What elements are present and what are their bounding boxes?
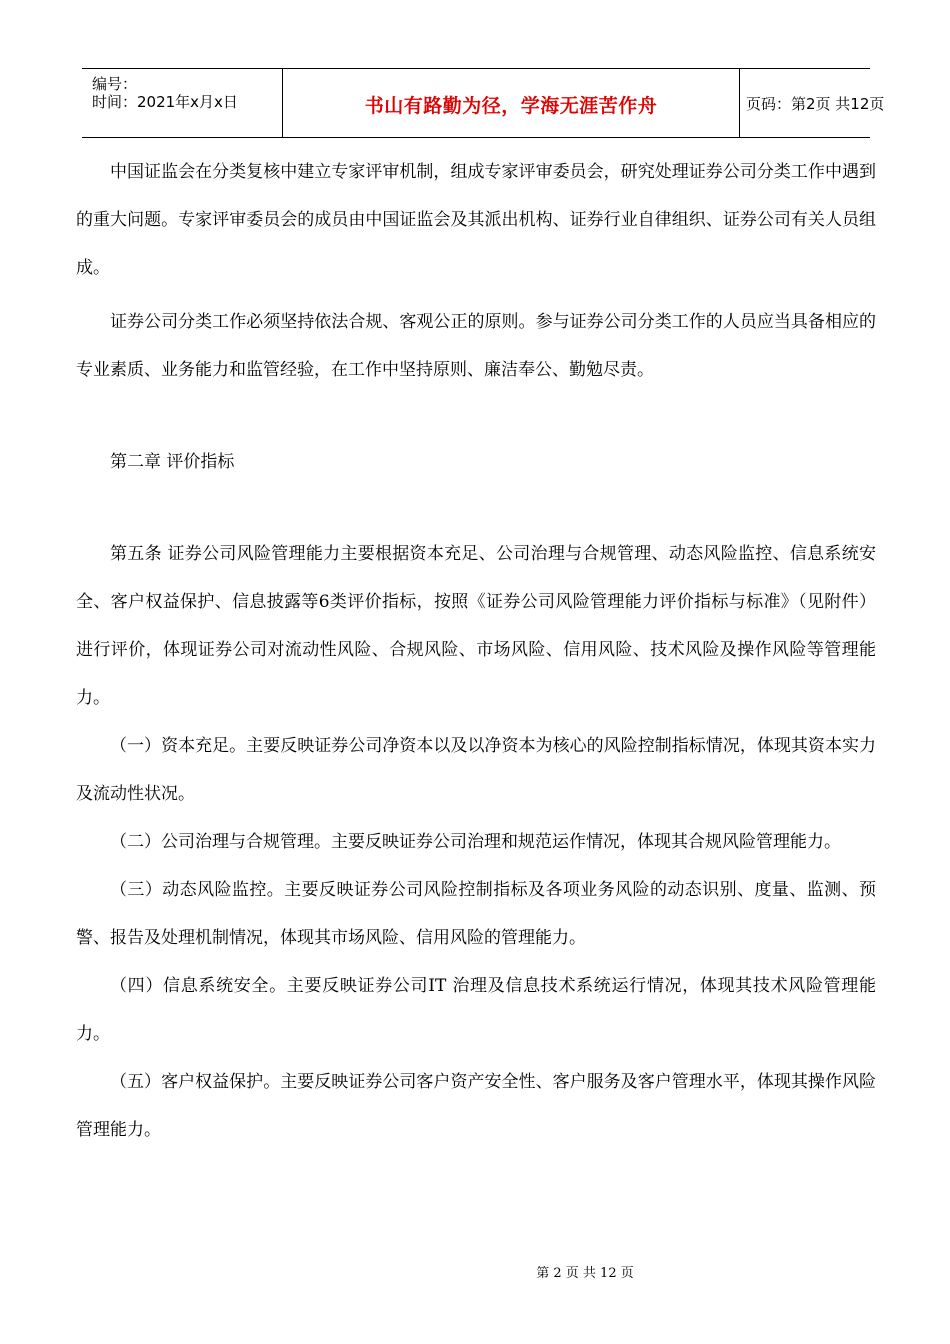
footer-page-number: 第 2 页 共 12 页 bbox=[536, 1266, 634, 1281]
body-paragraph: 证券公司分类工作必须坚持依法合规、客观公正的原则。参与证券公司分类工作的人员应当具备相应的专业素质、业务能力和监管经验，在工作中坚持原则、廉洁奉公、勤勉尽责。 bbox=[76, 312, 876, 380]
header-motto: 书山有路勤为径，学海无涯苦作舟 bbox=[364, 95, 658, 117]
article-item: （二）公司治理与合规管理。主要反映证券公司治理和规范运作情况，体现其合规风险管理能力。 bbox=[110, 832, 841, 852]
header-page-info: 页码：第2页 共12页 bbox=[746, 95, 885, 113]
page-header bbox=[82, 68, 885, 138]
article-item: （四）信息系统安全。主要反映证券公司IT 治理及信息技术系统运行情况，体现其技术风险管理能力。 bbox=[76, 976, 876, 1044]
page-footer bbox=[0, 1262, 950, 1281]
document-date: 时间：2021年x月x日 bbox=[92, 93, 238, 111]
header-meta-cell bbox=[82, 69, 282, 137]
article-item: （一）资本充足。主要反映证券公司净资本以及以净资本为核心的风险控制指标情况，体现其资本实力及流动性状况。 bbox=[76, 736, 876, 804]
article-paragraph: 第五条 证券公司风险管理能力主要根据资本充足、公司治理与合规管理、动态风险监控、信息系统安全、客户权益保护、信息披露等6类评价指标，按照《证券公司风险管理能力评价指标与标准》（见附件）进行评价，体现证券公司对流动性风险、合规风险、市场风险、信用风险、技术风险及操作风险等管理能力。 bbox=[76, 544, 876, 708]
header-page-cell bbox=[740, 69, 885, 137]
body-paragraph: 中国证监会在分类复核中建立专家评审机制，组成专家评审委员会，研究处理证券公司分类工作中遇到的重大问题。专家评审委员会的成员由中国证监会及其派出机构、证券行业自律组织、证券公司有关人员组成。 bbox=[76, 162, 876, 278]
document-body bbox=[76, 148, 876, 1154]
header-motto-cell bbox=[282, 69, 740, 137]
document-number-label: 编号： bbox=[92, 75, 138, 93]
article-item: （五）客户权益保护。主要反映证券公司客户资产安全性、客户服务及客户管理水平，体现其操作风险管理能力。 bbox=[76, 1072, 876, 1140]
chapter-heading: 第二章 评价指标 bbox=[110, 452, 235, 472]
article-item: （三）动态风险监控。主要反映证券公司风险控制指标及各项业务风险的动态识别、度量、监测、预警、报告及处理机制情况，体现其市场风险、信用风险的管理能力。 bbox=[76, 880, 876, 948]
